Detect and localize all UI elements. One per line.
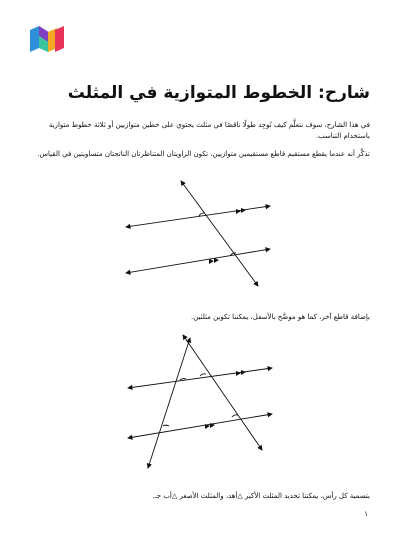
transversal-left — [148, 338, 190, 468]
angle-mark-right-lower — [232, 415, 238, 417]
parallel-line-lower — [128, 414, 272, 438]
angle-mark-right-upper — [200, 374, 206, 376]
transversal-right — [183, 335, 262, 450]
intro-paragraph: في هذا الشارح، سوف نتعلَّم كيف نُوجِد طولًا ناقصًا في مثلث يحتوي على خطين متوازيين أو ثلاثة خطوط متوازية باستخدام التناسب. — [48, 121, 370, 140]
parallel-line-upper — [126, 206, 270, 227]
parallel-line-lower — [126, 249, 270, 273]
recall-paragraph: تذكَّر أنه عندما يقطع مستقيم قاطع مستقيمين متوازيين، تكون الزاويتان المتناظرتان الناتجتان متساويتين في القياس. — [37, 150, 370, 158]
parallel-line-upper — [128, 368, 272, 388]
transversal-line — [181, 181, 258, 286]
parallel-tick-lower-2 — [214, 258, 219, 263]
parallel-lines-transversal-figure — [0, 176, 400, 296]
parallel-tick-upper-1 — [236, 209, 241, 214]
angle-mark-left-lower — [163, 425, 169, 426]
naming-paragraph: بتسمية كل رأس، يمكننا تحديد المثلث الأكبر △أهد، والمثلث الأصغر △أب جـ. — [152, 492, 370, 500]
parallel-tick-lower-1 — [209, 259, 214, 264]
parallel-tick-upper-2 — [241, 208, 246, 213]
add-transversal-paragraph: بإضافة قاطع آخر، كما هو موضَّح بالأسفل، يمكننا تكوين مثلثين. — [190, 313, 370, 321]
page-title: شارح: الخطوط المتوازية في المثلث — [67, 83, 370, 103]
parallel-tick-upper-2 — [241, 370, 246, 375]
brand-logo-icon — [30, 26, 64, 52]
triangle-parallel-lines-figure — [0, 330, 400, 475]
parallel-tick-upper-1 — [236, 371, 241, 376]
page-number: ١ — [364, 510, 368, 518]
